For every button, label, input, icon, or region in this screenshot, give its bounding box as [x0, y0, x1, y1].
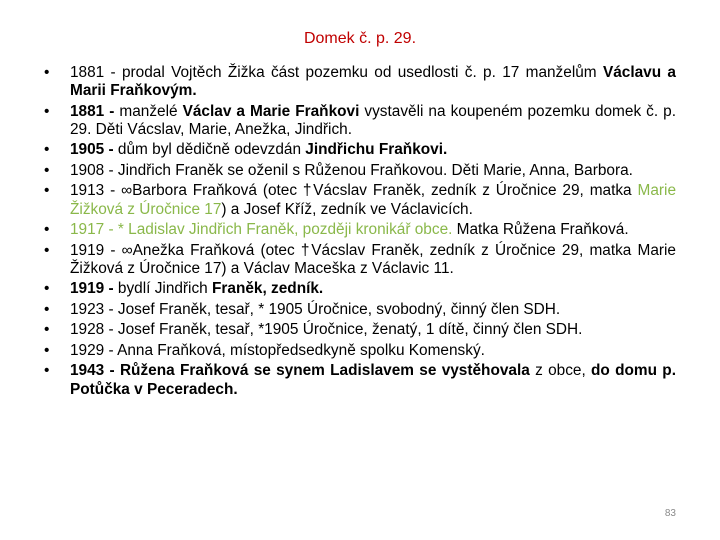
item-text-bold: Jindřichu Fraňkovi. [305, 141, 448, 159]
item-text-bold: 1919 - [70, 280, 114, 298]
bullet: • [44, 280, 50, 298]
bullet: • [44, 182, 50, 200]
list-item [44, 321, 676, 339]
item-text-bold: 1881 - [70, 102, 115, 120]
item-text: z obce, [529, 362, 592, 380]
list-item [44, 103, 676, 139]
bullet: • [44, 141, 50, 159]
page-number: 83 [664, 508, 676, 519]
item-text: 1913 - ∞Barbora Fraňková (otec †Vácslav Franěk, zedník z Úročnice 29, matka [70, 182, 638, 200]
slide-title: Domek č. p. 29. [303, 30, 417, 47]
list-item [44, 162, 676, 180]
bullet: • [44, 321, 50, 339]
list-item [44, 301, 676, 319]
item-text: 1928 - Josef Franěk, tesař, *1905 Úročnice, ženatý, 1 dítě, činný člen SDH. [70, 321, 583, 339]
item-text-bold: 1943 - Růžena Fraňková se synem Ladislavem se vystěhovala [70, 362, 530, 380]
history-list [44, 64, 676, 401]
item-text: 1919 - ∞Anežka Fraňková (otec †Vácslav Franěk, zedník z Úročnice 29, matka Marie Žižková z Úročnice 17) a Václav Maceška z Václavic 11. [70, 241, 676, 277]
item-text: Matka Růžena Fraňková. [452, 221, 629, 239]
item-text-bold: Václav a Marie Fraňkovi [182, 102, 360, 120]
item-text-bold: 1905 - [70, 141, 114, 159]
item-text-highlight: 1917 - * Ladislav Jindřich Franěk, později kronikář obce. [70, 221, 453, 239]
list-item [44, 362, 676, 398]
list-item [44, 342, 676, 360]
item-text-bold: Václavu a Marii Fraňkovým. [70, 64, 676, 100]
item-text: 1908 - Jindřich Franěk se oženil s Růženou Fraňkovou. Děti Marie, Anna, Barbora. [70, 161, 633, 179]
item-text-bold: Franěk, zedník. [212, 280, 324, 298]
bullet: • [44, 241, 50, 259]
bullet: • [44, 64, 50, 81]
bullet: • [44, 221, 50, 239]
item-text: vystavěli na koupeném pozemku domek č. p. 29. Děti Vácslav, Marie, Anežka, Jindřich. [70, 102, 676, 138]
item-text: 1881 - prodal Vojtěch Žižka část pozemku od usedlosti č. p. 17 manželům [70, 64, 603, 81]
item-text: 1923 - Josef Franěk, tesař, * 1905 Úročnice, svobodný, činný člen SDH. [70, 300, 561, 318]
item-text: dům byl dědičně odevzdán [113, 141, 306, 159]
bullet: • [44, 300, 50, 318]
list-item [44, 141, 676, 159]
bullet: • [44, 102, 50, 120]
list-item [44, 280, 676, 298]
bullet: • [44, 161, 50, 179]
list-item [44, 221, 676, 239]
bullet: • [44, 341, 50, 359]
item-text: ) a Josef Kříž, zedník ve Václavicích. [221, 200, 473, 218]
item-text-highlight: Marie Žižková z Úročnice 17 [70, 182, 676, 218]
list-item [44, 64, 676, 100]
list-item [44, 242, 676, 278]
item-text: manželé [114, 102, 183, 120]
list-item [44, 182, 676, 218]
item-text: bydlí Jindřich [113, 280, 213, 298]
item-text: 1929 - Anna Fraňková, místopředsedkyně spolku Komenský. [70, 341, 485, 359]
bullet: • [44, 362, 50, 380]
item-text-bold: do domu p. Potůčka v Peceradech. [70, 362, 676, 398]
